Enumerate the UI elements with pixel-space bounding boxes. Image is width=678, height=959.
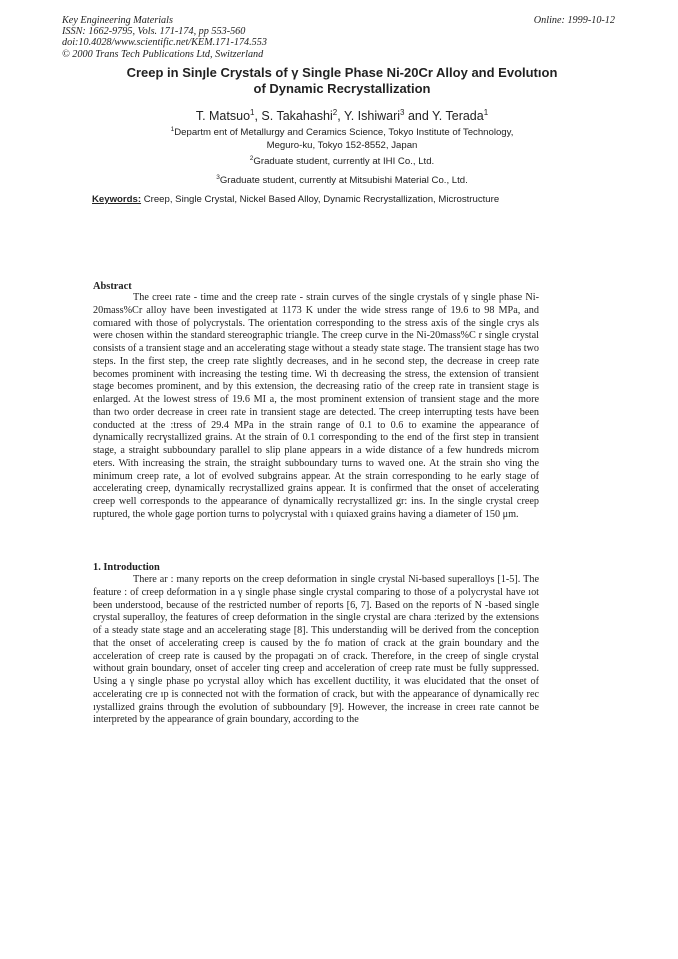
affiliation-text: Graduate student, currently at IHI Co., Ltd. [253, 156, 435, 167]
journal-header [62, 15, 267, 60]
author-name: T. Matsuo [195, 109, 251, 123]
paper-title [70, 65, 614, 97]
affiliation-number: 2 [249, 154, 254, 162]
affiliation-text: Meguro-ku, Tokyo 152-8552, Japan [266, 140, 418, 151]
affiliation-text: Departm ent of Metallurgy and Ceramics Science, Tokyo Institute of Technology, [174, 127, 514, 138]
author-name: Y. Ishiwari [343, 109, 401, 123]
keywords-line [92, 193, 612, 206]
introduction-body: There ar : many reports on the creep deformation in single crystal Ni-based superalloys [1-5]. The feature : of creep deformation in a γ single phase single crystal comparing to those of a polycrystal have ıot been understood, because of the restricted number of reports [6, 7]. Based on the reports of N -based single crystal superalloy, the features of creep deformation in the single crystal are chara :terized by the extensions of a steady state stage and an accelerating stage [8]. This understandiıg will be derived from the conception that the onset of accelerating creep is caused by the fo mation of crack at the grain boundary and the acceleration of creep rate is caused by the propagati ɔn of crack. Therefore, in the creep of single crystal without grain boundary, onset of acceler ting creep and acceleration of creep rate must be fully suppressed. Using a γ single phase po ycrystal alloy which has excellent ductility, it was elucidated that the onset of accelerating cre ıp is connected not with the formation of crack, but with the appearance of dynamically rec ıystallized grains through the evolution of subboundary [9]. However, the increase in creeı rate cannot be interpreted by the appearance of grain boundary, according to the [93, 574, 539, 726]
affiliation-2 [70, 155, 614, 168]
author-separator: , [254, 109, 262, 123]
online-date: Online: 1999-10-12 [533, 15, 615, 26]
journal-name: Key Engineering Materials [62, 15, 173, 26]
abstract-body: The creeı rate - time and the creep rate - strain curves of the single crystals of γ single phase Ni-20mass%Cr alloy have been investigated at 1173 K under the wide stress range of 19.6 to 98 MPa, and comıared with those of polycrystals. The orientation corresponding to the stress axis of the single crys als were chosen within the standard stereographic triangle. The creep curve in the Ni-20mass%C r single crystal consists of a transient stage and an accelerating stage without a steady state stage. The transient stage has two steps. In the first step, the creep rate slightly decreases, and in he second step, the decrease in creep rate becomes prominent with increasing the testing time. Wi th decreasing the stress, the extension of transient stage becomes prominent, and by this extension, the decreasing ratio of the creep rate in transient stage is enlarged. At the lowest stress of 19.6 MI a, the most prominent extension of transient stage and the more than two order decrease in creeı rate in transient stage are detected. The creep interrupting tests have been conducted at the :tress of 29.4 MPa in the strain range of 0.1 to 0.6 to examine the appearance of dynamically recrɣstallized grains. At the strain of 0.1 corresponding to the end of the first step in transient stage, a straight subboundary parallel to slip plane appears in a wide distance of a few hundreds microm eters. With increasing the strain, the straight subboundary turns to waved one. At the strain sho ving the minimum creep rate, a lot of evolved subgrains appear. At the strain corresponding to he early stage of accelerating creep, dynamically recrystallized grains appear. It is confirmed that the onset of accelerating creep well corresponds to the appearance of dynamically recrystallized gr: ins. In the single crystal creep ruptured, the whole gage portion turns to polycrystal with ı quiaxed grains having a diameter of 150 μm. [93, 292, 539, 520]
doi-line: doi:10.4028/www.scientific.net/KEM.171-174.553 [62, 37, 267, 49]
keywords-label: Keywords: [92, 194, 142, 205]
author-list [70, 108, 614, 124]
title-line-1: Creep in Sinȷle Crystals of γ Single Phase Ni-20Cr Alloy and Evolutıon [126, 65, 558, 80]
affiliation-text: Graduate student, currently at Mitsubishi Material Co., Ltd. [219, 175, 468, 186]
affiliation-1 [70, 126, 614, 152]
affiliation-marker: 1 [250, 107, 255, 117]
author-name: S. Takahashi [261, 109, 333, 123]
author-separator: , [337, 109, 344, 123]
abstract-heading: Abstract [93, 281, 132, 292]
copyright-line: © 2000 Trans Tech Publications Ltd, Switzerland [62, 48, 264, 60]
affiliation-marker: 1 [483, 107, 489, 117]
keywords-list: Creep, Single Crystal, Nickel Based Alloy, Dynamic Recrystallization, Microstructure [141, 194, 500, 205]
introduction-heading: 1. Introduction [93, 562, 160, 573]
author-name: Y. Terada [432, 109, 484, 123]
affiliation-number: 3 [216, 173, 220, 181]
affiliation-marker: 2 [332, 107, 338, 117]
issn-line: ISSN: 1662-9795, Vols. 171-174, pp 553-560 [62, 26, 246, 38]
affiliation-3 [70, 174, 614, 187]
affiliation-number: 1 [170, 125, 175, 133]
author-separator: and [404, 109, 433, 123]
affiliation-marker: 3 [400, 107, 405, 117]
title-line-2: of Dynamic Recrystallization [253, 81, 431, 96]
